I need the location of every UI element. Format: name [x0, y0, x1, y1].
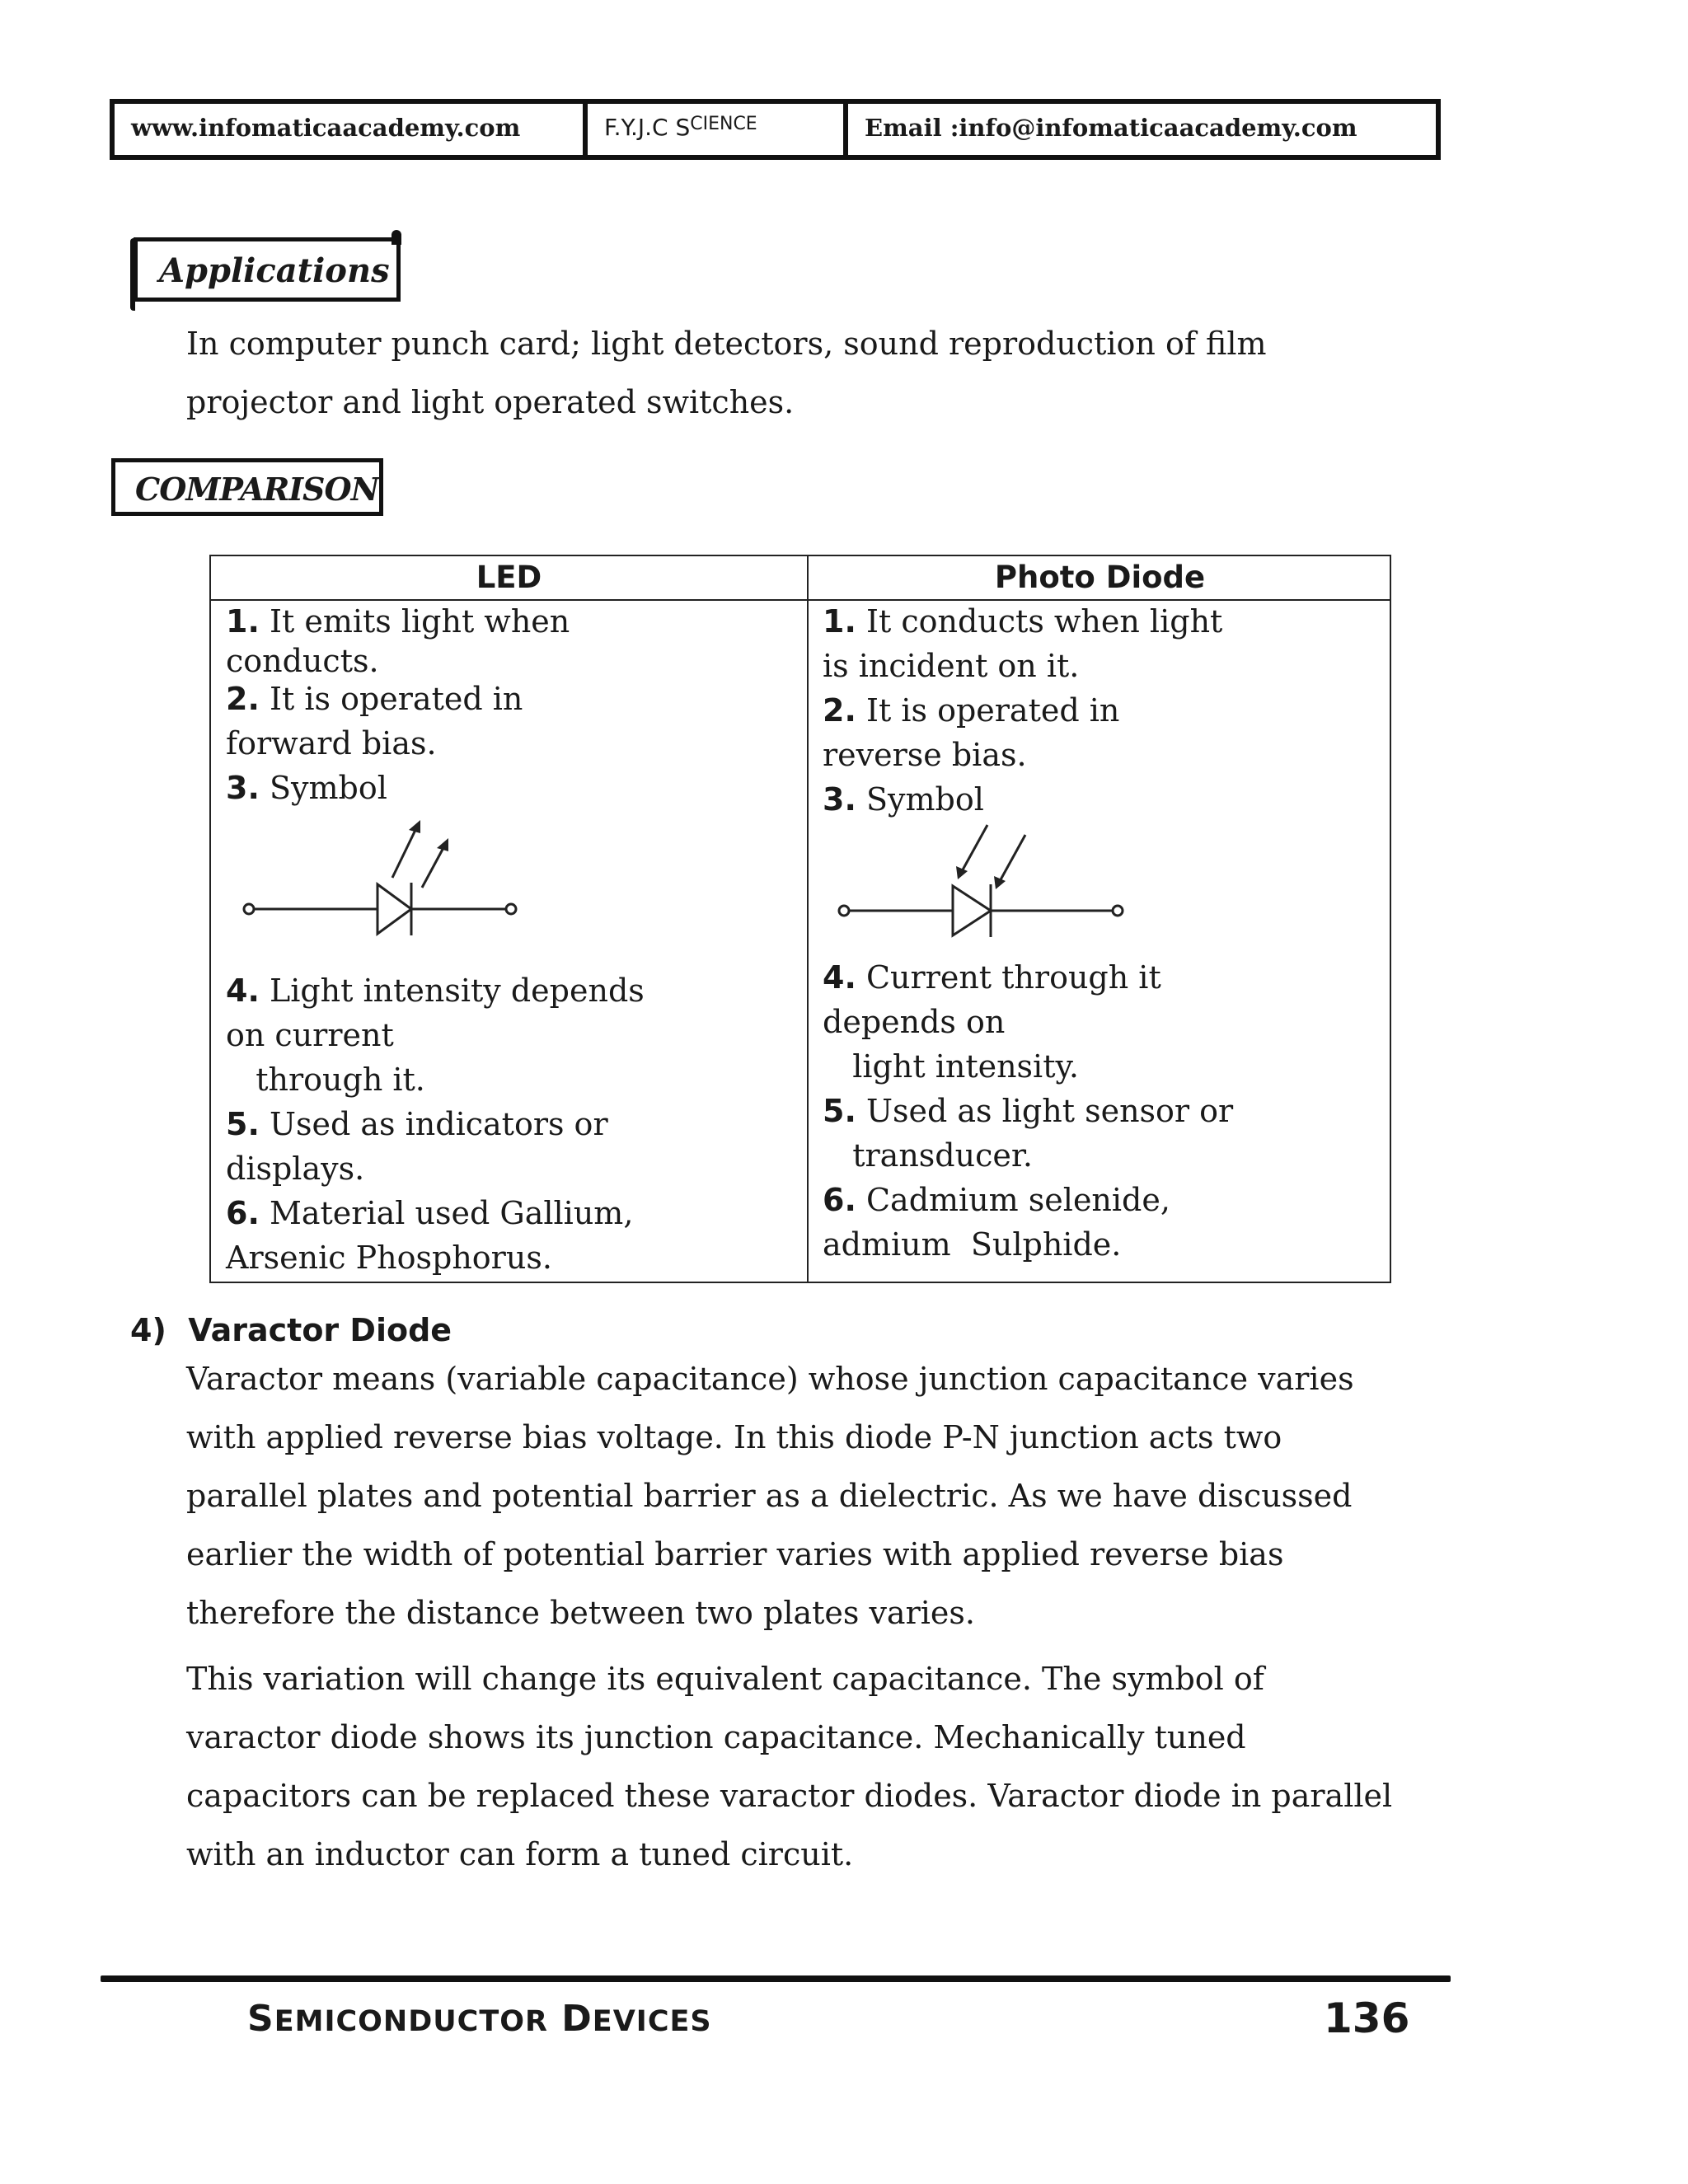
varactor-p1-line-3: parallel plates and potential barrier as a dielectric. As we have discussed [186, 1478, 1353, 1514]
led-point-4-line-2: on current [226, 1017, 394, 1053]
comparison-table [209, 555, 1391, 1283]
comparison-tag [111, 458, 383, 516]
photo-point-1-line-2: is incident on it. [823, 648, 1080, 684]
led-point-4-line-1: 4. Light intensity depends [226, 972, 645, 1009]
photo-point-1-line-1: 1. It conducts when light [823, 603, 1223, 640]
varactor-p2-line-4: with an inductor can form a tuned circuit. [186, 1836, 854, 1872]
photo-point-6-line-2: admium Sulphide. [823, 1226, 1122, 1263]
varactor-p1-line-4: earlier the width of potential barrier varies with applied reverse bias [186, 1536, 1284, 1572]
led-point-1-line-2: conducts. [226, 643, 379, 679]
led-point-4-line-3: through it. [226, 1062, 425, 1098]
photo-point-5-line-1: 5. Used as light sensor or [823, 1093, 1234, 1129]
applications-title: Applications [159, 251, 390, 290]
table-column-divider [807, 556, 809, 1282]
varactor-heading [130, 1312, 452, 1348]
applications-line-1: In computer punch card; light detectors, sound reproduction of film [186, 326, 1267, 362]
varactor-p2-line-1: This variation will change its equivalent capacitance. The symbol of [186, 1661, 1264, 1697]
photo-point-2-line-1: 2. It is operated in [823, 692, 1120, 729]
varactor-p1-line-2: with applied reverse bias voltage. In this diode P-N junction acts two [186, 1419, 1282, 1455]
page-number: 136 [1324, 1994, 1410, 2042]
photo-point-4-line-1: 4. Current through it [823, 959, 1161, 996]
photo-point-4-line-2: depends on [823, 1004, 1006, 1040]
varactor-p2-line-3: capacitors can be replaced these varactor diodes. Varactor diode in parallel [186, 1778, 1393, 1814]
header-email: Email :info@infomaticaacademy.com [865, 114, 1357, 142]
comparison-title: COMPARISON [135, 471, 379, 508]
led-symbol-icon [236, 818, 532, 950]
photo-point-2-line-2: reverse bias. [823, 737, 1027, 773]
table-header-photo-diode: Photo Diode [994, 560, 1206, 595]
header-website: www.infomaticaacademy.com [115, 104, 588, 155]
header-course-initials: F.Y.J.C S [604, 114, 691, 141]
varactor-p1-line-5: therefore the distance between two plates varies. [186, 1595, 975, 1631]
led-point-1-line-1: 1. It emits light when [226, 603, 570, 640]
varactor-p2-line-2: varactor diode shows its junction capacitance. Mechanically tuned [186, 1719, 1246, 1755]
led-point-5-line-1: 5. Used as indicators or [226, 1106, 608, 1142]
photo-point-6-line-1: 6. Cadmium selenide, [823, 1182, 1170, 1218]
photo-point-5-line-2: transducer. [823, 1137, 1033, 1174]
photo-diode-symbol-icon [831, 818, 1144, 950]
footer-chapter-title: SEMICONDUCTOR DEVICES [247, 1998, 712, 2040]
varactor-title: Varactor Diode [188, 1312, 452, 1348]
table-header-led: LED [476, 560, 542, 595]
led-point-2-line-1: 2. It is operated in [226, 681, 523, 717]
varactor-p1-line-1: Varactor means (variable capacitance) whose junction capacitance varies [186, 1361, 1354, 1397]
led-point-6-line-2: Arsenic Phosphorus. [226, 1240, 552, 1276]
page-header [110, 99, 1441, 160]
applications-tag [134, 237, 401, 302]
header-course [588, 104, 848, 155]
varactor-number: 4) [130, 1312, 166, 1348]
photo-point-3: 3. Symbol [823, 781, 984, 818]
led-point-5-line-2: displays. [226, 1151, 365, 1187]
led-point-3: 3. Symbol [226, 770, 387, 806]
applications-line-2: projector and light operated switches. [186, 384, 795, 420]
header-course-rest: CIENCE [690, 114, 757, 134]
led-point-6-line-1: 6. Material used Gallium, [226, 1195, 634, 1231]
photo-point-4-line-3: light intensity. [823, 1048, 1079, 1085]
led-point-2-line-2: forward bias. [226, 725, 437, 762]
footer-rule [101, 1975, 1451, 1982]
